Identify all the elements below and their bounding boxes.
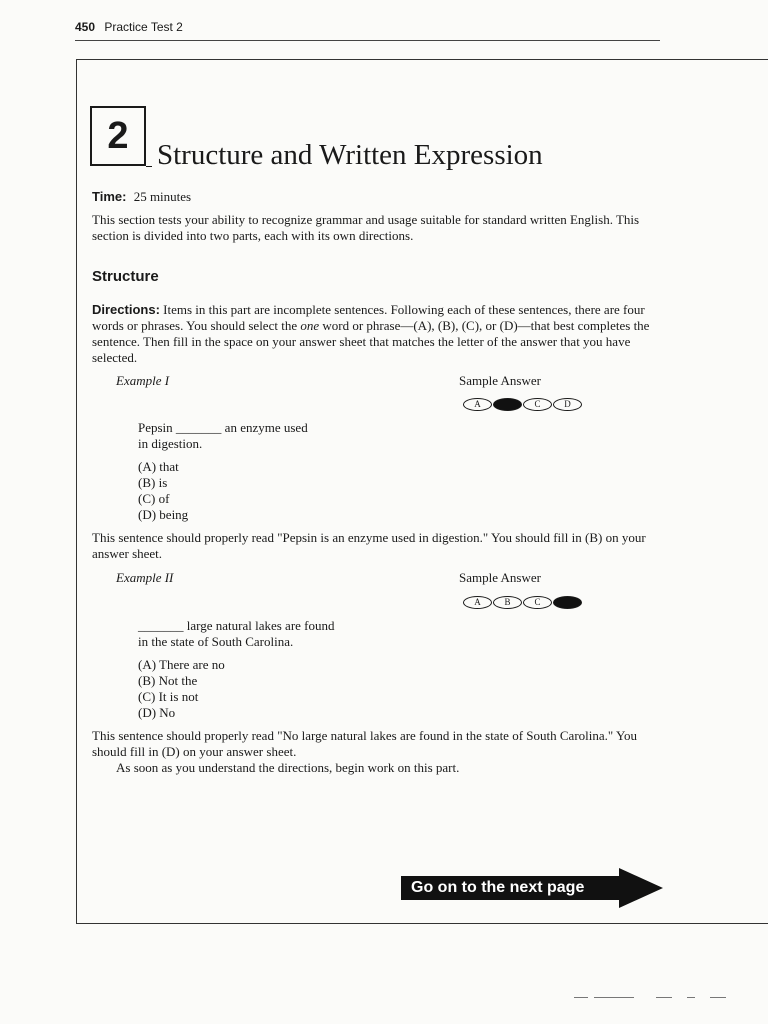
example-1-choice-a: (A) that xyxy=(138,459,179,474)
answer-bubble-b-filled xyxy=(493,398,522,411)
example-1-sentence-line2: in digestion. xyxy=(138,436,203,451)
page-frame-bottom xyxy=(76,923,768,924)
example-1-explanation: This sentence should properly read "Pepsin is an enzyme used in digestion." You should fill in (B) on your answer sheet. xyxy=(92,530,646,561)
example-2-explanation: This sentence should properly read "No large natural lakes are found in the state of South Carolina." You should fill in (D) on your answer sheet. xyxy=(92,728,638,759)
directions-text-part1: Items in this part are incomplete sentences. Following each of these sentences, there are four words or phrases. You should select the xyxy=(92,302,645,333)
example-2-choice-a: (A) There are no xyxy=(138,657,225,672)
example-1-choice-c: (C) of xyxy=(138,491,170,506)
scan-mark xyxy=(687,997,695,998)
scan-mark xyxy=(594,997,634,998)
answer-bubble-c: C xyxy=(523,596,552,609)
structure-heading: Structure xyxy=(92,268,159,285)
scan-mark xyxy=(710,997,726,998)
answer-bubble-b: B xyxy=(493,596,522,609)
example-2-sample-label: Sample Answer xyxy=(459,570,541,585)
example-1-sentence xyxy=(138,420,308,452)
answer-bubble-a: A xyxy=(463,596,492,609)
page-header xyxy=(75,20,183,34)
closing-instruction: As soon as you understand the directions, begin work on this part. xyxy=(116,760,460,775)
time-label: Time: xyxy=(92,189,127,204)
answer-bubble-a: A xyxy=(463,398,492,411)
section-title: Structure and Written Expression xyxy=(157,139,543,171)
scan-mark xyxy=(574,997,588,998)
answer-bubble-d: D xyxy=(553,398,582,411)
example-2-sentence xyxy=(138,618,335,650)
example-1-sample-label: Sample Answer xyxy=(459,373,541,388)
example-2-sentence-line1: _______ large natural lakes are found xyxy=(138,618,335,633)
section-intro: This section tests your ability to recognize grammar and usage suitable for standard written English. This section is divided into two parts, each with its own directions. xyxy=(92,212,640,243)
example-1-choice-b: (B) is xyxy=(138,475,168,490)
example-2-choice-d: (D) No xyxy=(138,705,176,720)
answer-bubble-d-filled xyxy=(553,596,582,609)
header-divider xyxy=(75,40,660,41)
directions-emphasis: one xyxy=(300,318,320,333)
time-value: 25 minutes xyxy=(133,189,192,204)
example-2-title: Example II xyxy=(116,570,174,585)
directions-label: Directions: xyxy=(92,302,160,317)
directions-text-part2: word or phrase—(A), (B), (C), or (D)—that best completes the sentence. Then fill in the space on your answer sheet that matches the letter of the answer that you have selected. xyxy=(92,318,650,365)
section-number-box xyxy=(90,106,146,166)
section-heading-underline xyxy=(146,166,152,167)
answer-bubble-c: C xyxy=(523,398,552,411)
example-1-title: Example I xyxy=(116,373,170,388)
example-2-choice-c: (C) It is not xyxy=(138,689,199,704)
example-1-choice-d: (D) being xyxy=(138,507,189,522)
section-number: 2 xyxy=(107,114,129,157)
example-2-answer-bubbles xyxy=(463,596,582,609)
page-frame-top xyxy=(76,59,768,60)
example-1-choices xyxy=(138,459,188,523)
example-2-choices xyxy=(138,657,225,721)
page-header-title: Practice Test 2 xyxy=(104,20,183,34)
structure-directions xyxy=(92,302,662,366)
next-page-label: Go on to the next page xyxy=(411,879,585,896)
example-2-sentence-line2: in the state of South Carolina. xyxy=(138,634,294,649)
example-2-choice-b: (B) Not the xyxy=(138,673,198,688)
scan-mark xyxy=(656,997,672,998)
page-frame-left xyxy=(76,59,77,924)
example-1-answer-bubbles xyxy=(463,398,582,411)
page-number: 450 xyxy=(75,20,96,34)
example-1-sentence-line1: Pepsin _______ an enzyme used xyxy=(138,420,308,435)
time-limit xyxy=(92,189,191,205)
